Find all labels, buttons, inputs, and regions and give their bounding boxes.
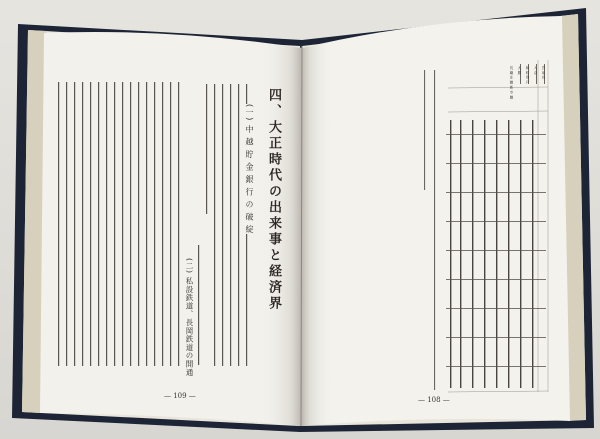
- section-heading-2: (二) 私設鉄道、長岡鉄道の開通: [185, 258, 194, 377]
- gutter-shadow-right: [301, 42, 332, 426]
- table-header-col-1: 宮 前 官: [541, 66, 545, 80]
- table-header-col-2: 入 京: [533, 66, 537, 75]
- left-page-number: — 109 —: [164, 392, 196, 400]
- table-header-col-4: 大 勝: [517, 66, 521, 75]
- section-heading-1: (一) 中 越 貯 金 銀 行 の 破 綻: [245, 104, 254, 235]
- table-header-col-5: 長 職 庄 職 新 寺 職: [509, 66, 513, 99]
- right-page-number: — 108 —: [418, 396, 450, 404]
- chapter-title: 四、大正時代の出来事と経済界: [266, 88, 281, 312]
- table-header-col-3: 和 町 別 戸: [525, 66, 529, 85]
